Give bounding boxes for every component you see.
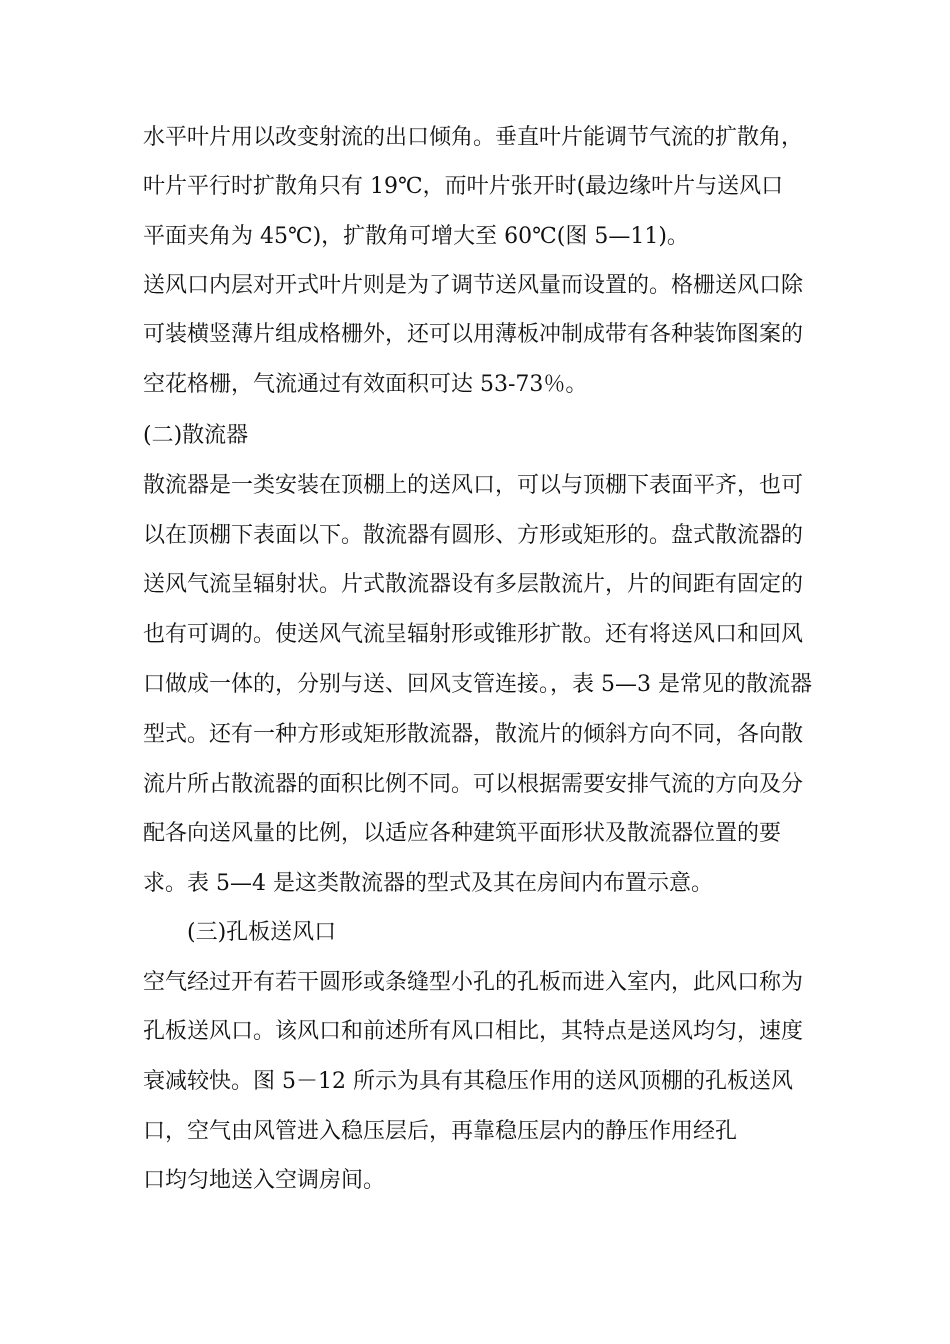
text-line: 散流器是一类安装在顶棚上的送风口，可以与顶棚下表面平齐，也可 [143,473,804,498]
text-line: 口，空气由风管进入稳压层后，再靠稳压层内的静压作用经孔 [143,1119,738,1144]
section-heading: (三)孔板送风口 [187,920,337,945]
text-line: 型式。还有一种方形或矩形散流器，散流片的倾斜方向不同，各向散 [143,722,804,747]
text-line: 配各向送风量的比例，以适应各种建筑平面形状及散流器位置的要 [143,821,782,846]
text-line: 空气经过开有若干圆形或条缝型小孔的孔板而进入室内，此风口称为 [143,970,804,995]
text-line: 空花格栅，气流通过有效面积可达 53-73％。 [143,372,588,397]
text-line: 口均匀地送入空调房间。 [143,1168,386,1193]
text-line: 平面夹角为 45℃)，扩散角可增大至 60℃(图 5—11)。 [143,224,689,249]
text-line: 流片所占散流器的面积比例不同。可以根据需要安排气流的方向及分 [143,772,804,797]
text-line: 送风口内层对开式叶片则是为了调节送风量而设置的。格栅送风口除 [143,273,804,298]
text-line: 也有可调的。使送风气流呈辐射形或锥形扩散。还有将送风口和回风 [143,622,804,647]
text-line: 可装横竖薄片组成格栅外，还可以用薄板冲制成带有各种装饰图案的 [143,322,804,347]
text-line: 求。表 5—4 是这类散流器的型式及其在房间内布置示意。 [143,871,713,896]
text-line: 水平叶片用以改变射流的出口倾角。垂直叶片能调节气流的扩散角， [143,125,804,150]
text-line: 送风气流呈辐射状。片式散流器设有多层散流片，片的间距有固定的 [143,572,804,597]
text-line: 衰减较快。图 5－12 所示为具有其稳压作用的送风顶棚的孔板送风 [143,1069,793,1094]
text-line: 孔板送风口。该风口和前述所有风口相比，其特点是送风均匀，速度 [143,1019,804,1044]
section-heading: (二)散流器 [143,423,249,448]
text-line: 叶片平行时扩散角只有 19℃，而叶片张开时(最边缘叶片与送风口 [143,174,784,199]
text-line: 以在顶棚下表面以下。散流器有圆形、方形或矩形的。盘式散流器的 [143,523,804,548]
text-line: 口做成一体的，分别与送、回风支管连接。，表 5—3 是常见的散流器 [143,672,812,697]
